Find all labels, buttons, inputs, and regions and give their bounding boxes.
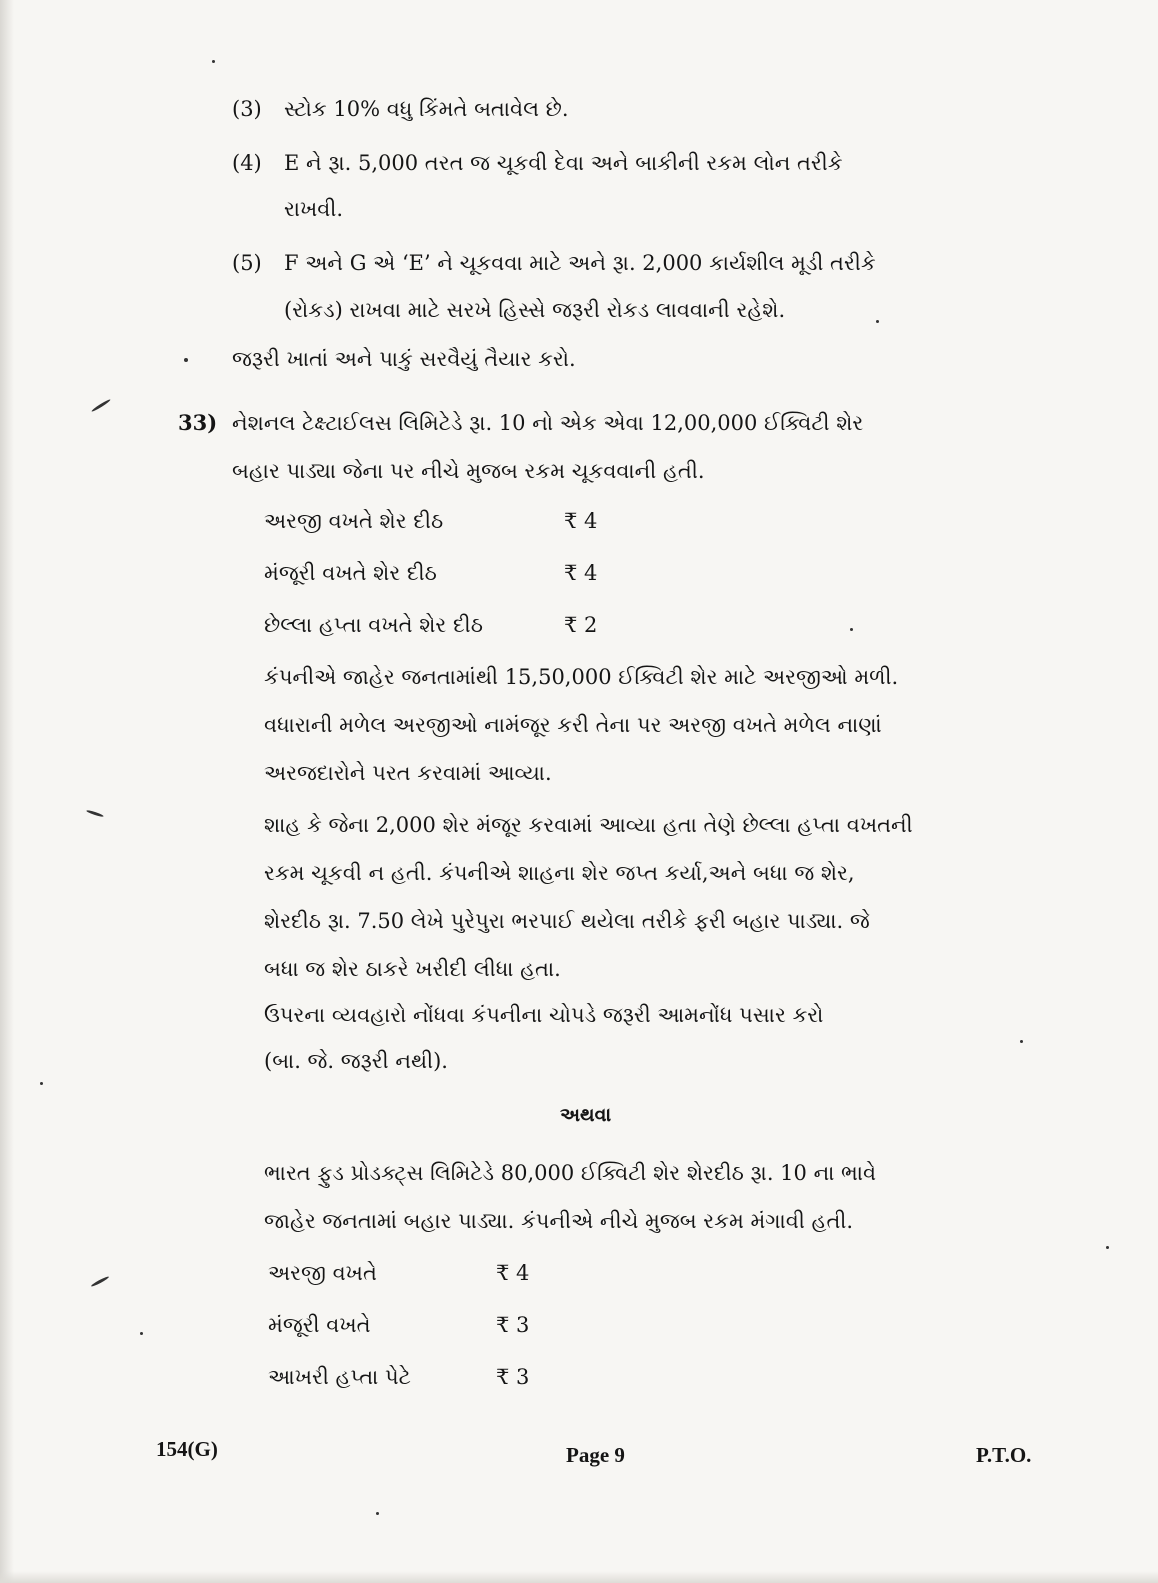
q33-rate-value-allotment: ₹ 4: [564, 561, 598, 585]
q33-rate-label-application: અરજી વખતે શેર દીઠ: [264, 509, 444, 533]
item-5-line-2: (રોકડ) રાખવા માટે સરખે હિસ્સે જરૂરી રોકડ લાવવાની રહેશે.: [284, 298, 786, 322]
q33-rate-label-allotment: મંજૂરી વખતે શેર દીઠ: [264, 561, 437, 585]
scan-speck: [184, 358, 188, 362]
q33-rate-label-final-call: છેલ્લા હપ્તા વખતે શેર દીઠ: [264, 613, 483, 637]
q33-para1-line-1: કંપનીએ જાહેર જનતામાંથી 15,50,000 ઈક્વિટી શેર માટે અરજીઓ મળી.: [264, 665, 899, 689]
scan-mark: [90, 1275, 109, 1287]
alt-rate-label-final-call: આખરી હપ્તા પેટે: [268, 1365, 411, 1389]
page-edge-shadow: [0, 0, 14, 1583]
q33-para1-line-2: વધારાની મળેલ અરજીઓ નામંજૂર કરી તેના પર અરજી વખતે મળેલ નાણાં: [264, 713, 882, 737]
scan-mark: [86, 809, 104, 817]
item-3-line-1: સ્ટોક 10% વધુ કિંમતે બતાવેલ છે.: [284, 97, 569, 121]
scan-speck: [1020, 1040, 1023, 1043]
prev-question-instruction: જરૂરી ખાતાં અને પાકું સરવૈયું તૈયાર કરો.: [232, 347, 576, 371]
q33-intro-line-2: બહાર પાડ્યા જેના પર નીચે મુજબ રકમ ચૂકવવાની હતી.: [232, 459, 705, 483]
scan-speck: [212, 60, 215, 63]
scan-mark: [91, 398, 111, 412]
q33-para2-line-2: રકમ ચૂકવી ન હતી. કંપનીએ શાહના શેર જપ્ત કર્યા,અને બધા જ શેર,: [264, 861, 855, 885]
scan-speck: [376, 1512, 379, 1515]
q33-para2-line-1: શાહ કે જેના 2,000 શેર મંજૂર કરવામાં આવ્યા હતા તેણે છેલ્લા હપ્તા વખતની: [264, 813, 913, 837]
alt-intro-line-2: જાહેર જનતામાં બહાર પાડ્યા. કંપનીએ નીચે મુજબ રકમ મંગાવી હતી.: [264, 1209, 854, 1233]
alt-rate-value-final-call: ₹ 3: [496, 1365, 530, 1389]
q33-intro-line-1: નેશનલ ટેક્ષ્ટાઈલસ લિમિટેડે રૂા. 10 નો એક એવા 12,00,000 ઈક્વિટી શેર: [232, 411, 864, 435]
page-bottom-shadow: [0, 1571, 1158, 1583]
scan-speck: [140, 1332, 143, 1335]
item-number-5: (5): [232, 251, 262, 275]
q33-para1-line-3: અરજદારોને પરત કરવામાં આવ્યા.: [264, 761, 552, 785]
item-4-line-1: E ને રૂા. 5,000 તરત જ ચૂકવી દેવા અને બાકીની રકમ લોન તરીકે: [284, 151, 843, 175]
q33-para2-line-4: બધા જ શેર ઠાકરે ખરીદી લીધા હતા.: [264, 957, 561, 981]
alt-rate-label-allotment: મંજૂરી વખતે: [268, 1313, 371, 1337]
q33-rate-value-final-call: ₹ 2: [564, 613, 598, 637]
q33-rate-value-application: ₹ 4: [564, 509, 598, 533]
item-5-line-1: F અને G એ ‘E’ ને ચૂકવવા માટે અને રૂા. 2,000 કાર્યશીલ મૂડી તરીકે: [284, 251, 876, 275]
scan-speck: [1106, 1246, 1109, 1249]
alt-rate-value-allotment: ₹ 3: [496, 1313, 530, 1337]
alt-intro-line-1: ભારત ફુડ પ્રોડક્ટ્સ લિમિટેડે 80,000 ઈક્વિટી શેર શેરદીઠ રૂા. 10 ના ભાવે: [264, 1161, 877, 1185]
q33-para3-line-1: ઉપરના વ્યવહારો નોંધવા કંપનીના ચોપડે જરૂરી આમનોંધ પસાર કરો: [264, 1003, 824, 1027]
alt-rate-label-application: અરજી વખતે: [268, 1261, 377, 1285]
scan-speck: [850, 628, 853, 631]
q33-para3-line-2: (બા. જે. જરૂરી નથી).: [264, 1049, 448, 1073]
question-number-33: 33): [178, 410, 218, 435]
footer-pto: P.T.O.: [976, 1443, 1032, 1467]
alt-rate-value-application: ₹ 4: [496, 1261, 530, 1285]
footer-paper-code: 154(G): [156, 1437, 218, 1461]
footer-page-number: Page 9: [566, 1443, 625, 1467]
item-number-4: (4): [232, 151, 262, 175]
item-number-3: (3): [232, 97, 262, 121]
q33-para2-line-3: શેરદીઠ રૂા. 7.50 લેખે પુરેપુરા ભરપાઈ થયેલા તરીકે ફરી બહાર પાડ્યા. જે: [264, 909, 870, 933]
or-heading: અથવા: [560, 1104, 612, 1126]
scan-speck: [40, 1082, 43, 1085]
item-4-line-2: રાખવી.: [284, 197, 344, 221]
scan-speck: [876, 320, 879, 323]
